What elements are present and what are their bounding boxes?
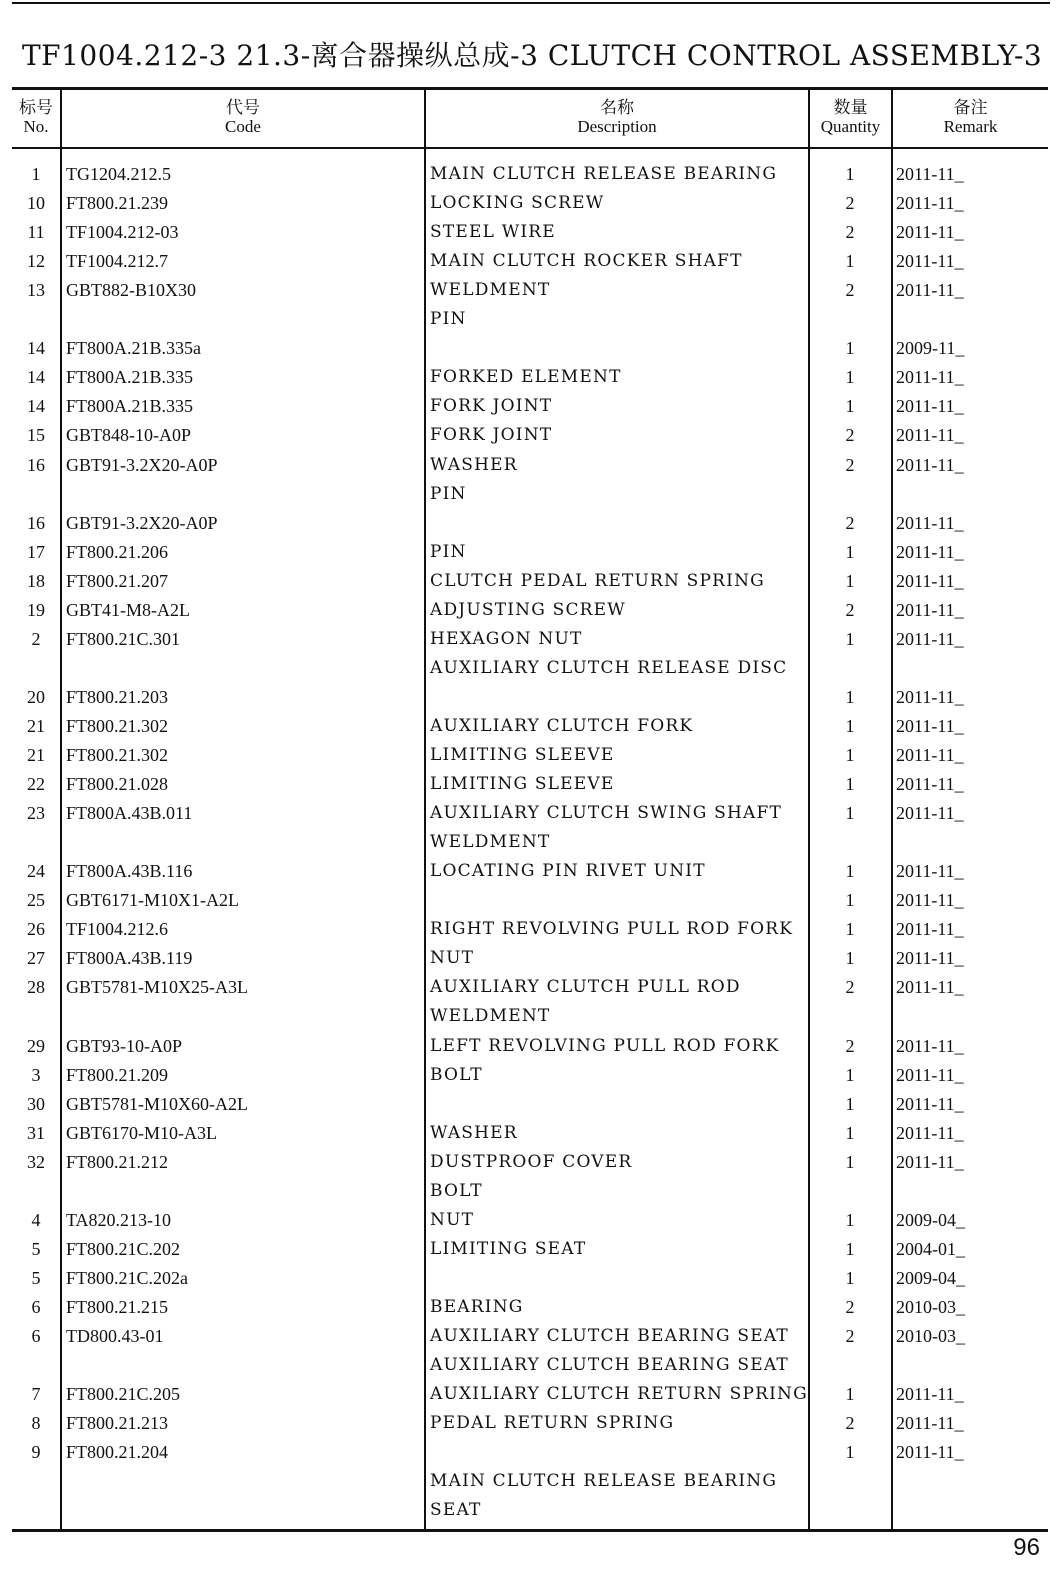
part-quantity: 2 bbox=[845, 1035, 855, 1056]
part-quantity: 2 bbox=[845, 425, 855, 446]
part-description: PIN bbox=[430, 309, 467, 330]
part-remark: 2011-11_ bbox=[896, 454, 964, 475]
table-row bbox=[0, 1351, 1062, 1380]
table-row bbox=[0, 886, 1062, 915]
table-row bbox=[0, 276, 1062, 305]
part-description: AUXILIARY CLUTCH BEARING SEAT bbox=[430, 1326, 789, 1346]
part-code: FT800.21.028 bbox=[66, 774, 169, 795]
part-description: AUXILIARY CLUTCH BEARING SEAT bbox=[430, 1355, 789, 1376]
part-quantity: 1 bbox=[845, 774, 855, 795]
part-remark: 2011-11_ bbox=[896, 977, 964, 998]
part-quantity: 1 bbox=[845, 686, 855, 707]
part-quantity: 1 bbox=[845, 1122, 855, 1143]
table-row bbox=[0, 334, 1062, 363]
part-quantity: 1 bbox=[845, 396, 855, 417]
header-code-en: Code bbox=[225, 117, 261, 136]
part-description: AUXILIARY CLUTCH PULL ROD bbox=[430, 977, 741, 998]
table-row bbox=[0, 1264, 1062, 1293]
part-quantity: 2 bbox=[845, 1296, 855, 1317]
row-number: 24 bbox=[27, 861, 45, 882]
part-description: BOLT bbox=[430, 1064, 483, 1085]
part-code: FT800.21.302 bbox=[66, 745, 169, 765]
part-quantity: 2 bbox=[845, 454, 855, 475]
part-description: MAIN CLUTCH RELEASE BEARING bbox=[430, 164, 778, 184]
part-code: GBT848-10-A0P bbox=[66, 425, 191, 446]
row-number: 5 bbox=[31, 1267, 41, 1288]
row-number: 21 bbox=[27, 745, 45, 765]
part-quantity: 1 bbox=[845, 861, 855, 882]
part-remark: 2011-11_ bbox=[896, 861, 964, 882]
part-remark: 2011-11_ bbox=[896, 599, 964, 620]
part-quantity: 1 bbox=[845, 570, 855, 591]
table-row bbox=[0, 1148, 1062, 1177]
part-description: WELDMENT bbox=[430, 1006, 551, 1027]
part-description: LEFT REVOLVING PULL ROD FORK bbox=[430, 1035, 780, 1056]
part-description: WASHER bbox=[430, 454, 518, 475]
table-row bbox=[0, 1177, 1062, 1206]
row-number: 21 bbox=[27, 715, 45, 736]
part-quantity: 1 bbox=[845, 919, 855, 940]
table-row bbox=[0, 857, 1062, 886]
row-number: 14 bbox=[27, 338, 45, 359]
part-remark: 2011-11_ bbox=[896, 251, 964, 272]
row-number: 20 bbox=[27, 686, 45, 707]
part-description: WELDMENT bbox=[430, 280, 551, 301]
part-remark: 2011-11_ bbox=[896, 745, 964, 765]
part-code: FT800A.21B.335a bbox=[66, 338, 201, 359]
table-row bbox=[0, 1409, 1062, 1438]
table-row bbox=[0, 1467, 1062, 1496]
table-row bbox=[0, 509, 1062, 538]
part-remark: 2011-11_ bbox=[896, 541, 964, 562]
part-description: LIMITING SEAT bbox=[430, 1238, 587, 1259]
part-description: LIMITING SLEEVE bbox=[430, 745, 615, 765]
table-row bbox=[0, 392, 1062, 421]
part-code: FT800.21.204 bbox=[66, 1442, 169, 1463]
part-description: STEEL WIRE bbox=[430, 222, 556, 243]
part-code: FT800.21C.202 bbox=[66, 1238, 181, 1259]
table-row bbox=[0, 1293, 1062, 1322]
part-quantity: 1 bbox=[845, 948, 855, 969]
part-description: HEXAGON NUT bbox=[430, 628, 583, 649]
header-code bbox=[62, 98, 424, 136]
part-quantity: 1 bbox=[845, 1064, 855, 1085]
table-row bbox=[0, 973, 1062, 1002]
row-number: 28 bbox=[27, 977, 45, 998]
part-description: PIN bbox=[430, 483, 467, 504]
table-row bbox=[0, 683, 1062, 712]
table-row bbox=[0, 1061, 1062, 1090]
part-quantity: 1 bbox=[845, 1267, 855, 1288]
part-remark: 2011-11_ bbox=[896, 280, 964, 301]
table-row bbox=[0, 1002, 1062, 1031]
part-code: TG1204.212.5 bbox=[66, 164, 171, 184]
row-number: 1 bbox=[31, 164, 41, 184]
row-number: 5 bbox=[31, 1238, 41, 1259]
part-remark: 2011-11_ bbox=[896, 193, 964, 214]
row-number: 25 bbox=[27, 890, 45, 911]
part-code: TF1004.212.6 bbox=[66, 919, 169, 940]
table-row bbox=[0, 1119, 1062, 1148]
part-description: SEAT bbox=[430, 1500, 482, 1521]
table-row bbox=[0, 1496, 1062, 1525]
row-number: 30 bbox=[27, 1093, 45, 1114]
part-quantity: 2 bbox=[845, 512, 855, 533]
part-quantity: 1 bbox=[845, 338, 855, 359]
part-remark: 2011-11_ bbox=[896, 774, 964, 795]
part-description: AUXILIARY CLUTCH RELEASE DISC bbox=[430, 657, 788, 678]
table-row bbox=[0, 741, 1062, 770]
part-code: GBT5781-M10X60-A2L bbox=[66, 1093, 248, 1114]
part-description: BEARING bbox=[430, 1296, 524, 1317]
part-remark: 2011-11_ bbox=[896, 1384, 964, 1405]
part-description: WELDMENT bbox=[430, 832, 551, 853]
row-number: 16 bbox=[27, 454, 45, 475]
header-rem-en: Remark bbox=[943, 117, 998, 136]
header-description bbox=[426, 98, 808, 136]
part-remark: 2011-11_ bbox=[896, 164, 964, 184]
part-remark: 2009-11_ bbox=[896, 338, 965, 359]
part-description: PEDAL RETURN SPRING bbox=[430, 1413, 675, 1434]
header-no-cn: 标号 bbox=[19, 98, 53, 117]
table-row bbox=[0, 1380, 1062, 1409]
part-code: GBT6171-M10X1-A2L bbox=[66, 890, 239, 911]
row-number: 18 bbox=[27, 570, 45, 591]
part-quantity: 1 bbox=[845, 890, 855, 911]
part-remark: 2011-11_ bbox=[896, 1064, 964, 1085]
row-number: 26 bbox=[27, 919, 45, 940]
part-quantity: 1 bbox=[845, 1209, 855, 1230]
part-code: FT800A.43B.119 bbox=[66, 948, 193, 969]
part-quantity: 1 bbox=[845, 628, 855, 649]
part-code: GBT91-3.2X20-A0P bbox=[66, 454, 218, 475]
part-remark: 2011-11_ bbox=[896, 919, 964, 940]
table-row bbox=[0, 1090, 1062, 1119]
part-description: FORK JOINT bbox=[430, 396, 553, 417]
table-row bbox=[0, 189, 1062, 218]
row-number: 11 bbox=[27, 222, 45, 243]
part-quantity: 1 bbox=[845, 803, 855, 824]
part-description: WASHER bbox=[430, 1122, 518, 1143]
table-row bbox=[0, 567, 1062, 596]
part-description: LOCKING SCREW bbox=[430, 193, 605, 214]
part-remark: 2011-11_ bbox=[896, 570, 964, 591]
row-number: 7 bbox=[31, 1384, 41, 1405]
part-remark: 2009-04_ bbox=[896, 1267, 965, 1288]
top-rule bbox=[12, 2, 1050, 4]
part-code: FT800.21.206 bbox=[66, 541, 169, 562]
part-description: MAIN CLUTCH ROCKER SHAFT bbox=[430, 251, 743, 272]
row-number: 22 bbox=[27, 774, 45, 795]
part-quantity: 2 bbox=[845, 1413, 855, 1434]
part-quantity: 1 bbox=[845, 745, 855, 765]
header-desc-en: Description bbox=[577, 117, 657, 136]
part-remark: 2011-11_ bbox=[896, 1442, 964, 1463]
row-number: 19 bbox=[27, 599, 45, 620]
part-remark: 2011-11_ bbox=[896, 1413, 964, 1434]
table-row bbox=[0, 305, 1062, 334]
header-rem-cn: 备注 bbox=[953, 98, 988, 117]
part-code: GBT41-M8-A2L bbox=[66, 599, 190, 620]
part-quantity: 1 bbox=[845, 541, 855, 562]
header-qty-cn: 数量 bbox=[833, 98, 868, 117]
row-number: 8 bbox=[31, 1413, 41, 1434]
part-code: FT800.21C.202a bbox=[66, 1267, 189, 1288]
page-title: TF1004.212-3 21.3-离合器操纵总成-3 CLUTCH CONTROL ASSEMBLY-3 bbox=[22, 39, 1043, 72]
part-quantity: 1 bbox=[845, 1384, 855, 1405]
part-description: FORK JOINT bbox=[430, 425, 553, 446]
part-code: FT800.21.212 bbox=[66, 1151, 169, 1172]
part-description: ADJUSTING SCREW bbox=[430, 599, 626, 620]
part-code: TF1004.212.7 bbox=[66, 251, 169, 272]
table-row bbox=[0, 654, 1062, 683]
part-description: LIMITING SLEEVE bbox=[430, 774, 615, 795]
table-row bbox=[0, 480, 1062, 509]
part-code: FT800.21.203 bbox=[66, 686, 169, 707]
part-remark: 2011-11_ bbox=[896, 715, 964, 736]
part-remark: 2011-11_ bbox=[896, 1122, 964, 1143]
page-number: 96 bbox=[1013, 1534, 1040, 1561]
part-quantity: 1 bbox=[845, 251, 855, 272]
part-quantity: 1 bbox=[845, 715, 855, 736]
header-remark bbox=[893, 98, 1048, 136]
table-row bbox=[0, 538, 1062, 567]
table-row bbox=[0, 160, 1062, 189]
table-row bbox=[0, 1235, 1062, 1264]
part-remark: 2010-03_ bbox=[896, 1326, 965, 1346]
row-number: 12 bbox=[27, 251, 45, 272]
part-remark: 2011-11_ bbox=[896, 1035, 964, 1056]
part-code: GBT6170-M10-A3L bbox=[66, 1122, 217, 1143]
part-remark: 2011-11_ bbox=[896, 512, 964, 533]
part-quantity: 2 bbox=[845, 193, 855, 214]
part-description: FORKED ELEMENT bbox=[430, 367, 622, 388]
part-quantity: 1 bbox=[845, 1151, 855, 1172]
part-remark: 2011-11_ bbox=[896, 425, 964, 446]
part-code: FT800A.43B.011 bbox=[66, 803, 193, 824]
row-number: 23 bbox=[27, 803, 45, 824]
part-description: MAIN CLUTCH RELEASE BEARING bbox=[430, 1471, 778, 1492]
row-number: 31 bbox=[27, 1122, 45, 1143]
part-description: CLUTCH PEDAL RETURN SPRING bbox=[430, 570, 765, 591]
part-code: FT800.21.302 bbox=[66, 715, 169, 736]
part-code: FT800A.21B.335 bbox=[66, 367, 194, 388]
part-quantity: 2 bbox=[845, 222, 855, 243]
row-number: 14 bbox=[27, 396, 45, 417]
part-code: GBT5781-M10X25-A3L bbox=[66, 977, 248, 998]
part-remark: 2010-03_ bbox=[896, 1296, 965, 1317]
part-quantity: 1 bbox=[845, 1093, 855, 1114]
table-row bbox=[0, 247, 1062, 276]
part-remark: 2011-11_ bbox=[896, 628, 964, 649]
part-description: PIN bbox=[430, 541, 467, 562]
part-remark: 2011-11_ bbox=[896, 890, 964, 911]
part-code: FT800.21.239 bbox=[66, 193, 169, 214]
part-remark: 2011-11_ bbox=[896, 1093, 964, 1114]
part-code: FT800A.21B.335 bbox=[66, 396, 194, 417]
header-desc-cn: 名称 bbox=[600, 98, 634, 117]
table-row bbox=[0, 799, 1062, 828]
part-quantity: 1 bbox=[845, 367, 855, 388]
part-remark: 2004-01_ bbox=[896, 1238, 965, 1259]
part-code: FT800.21.213 bbox=[66, 1413, 169, 1434]
table-row bbox=[0, 915, 1062, 944]
part-remark: 2011-11_ bbox=[896, 1151, 964, 1172]
table-row bbox=[0, 712, 1062, 741]
part-description: RIGHT REVOLVING PULL ROD FORK bbox=[430, 919, 794, 940]
row-number: 6 bbox=[31, 1296, 41, 1317]
row-number: 6 bbox=[31, 1326, 41, 1346]
part-code: FT800A.43B.116 bbox=[66, 861, 193, 882]
part-description: BOLT bbox=[430, 1180, 483, 1201]
header-no-en: No. bbox=[23, 117, 49, 136]
part-code: FT800.21.209 bbox=[66, 1064, 169, 1085]
row-number: 15 bbox=[27, 425, 45, 446]
row-number: 2 bbox=[31, 628, 41, 649]
row-number: 32 bbox=[27, 1151, 45, 1172]
part-code: FT800.21.215 bbox=[66, 1296, 169, 1317]
part-quantity: 2 bbox=[845, 1326, 855, 1346]
part-code: TD800.43-01 bbox=[66, 1326, 164, 1346]
row-number: 17 bbox=[27, 541, 45, 562]
row-number: 13 bbox=[27, 280, 45, 301]
table-row bbox=[0, 1032, 1062, 1061]
header-quantity bbox=[810, 98, 891, 136]
part-remark: 2011-11_ bbox=[896, 803, 964, 824]
table-row bbox=[0, 1206, 1062, 1235]
table-row bbox=[0, 218, 1062, 247]
part-remark: 2011-11_ bbox=[896, 948, 964, 969]
part-quantity: 2 bbox=[845, 280, 855, 301]
part-description: NUT bbox=[430, 948, 475, 969]
part-code: GBT882-B10X30 bbox=[66, 280, 196, 301]
table-row bbox=[0, 451, 1062, 480]
part-code: GBT91-3.2X20-A0P bbox=[66, 512, 218, 533]
row-number: 9 bbox=[31, 1442, 41, 1463]
part-quantity: 2 bbox=[845, 977, 855, 998]
part-code: TF1004.212-03 bbox=[66, 222, 179, 243]
header-qty-en: Quantity bbox=[820, 117, 881, 136]
row-number: 27 bbox=[27, 948, 45, 969]
part-code: FT800.21C.205 bbox=[66, 1384, 181, 1405]
part-remark: 2011-11_ bbox=[896, 222, 964, 243]
table-row bbox=[0, 421, 1062, 450]
table-row bbox=[0, 770, 1062, 799]
header-no bbox=[12, 98, 60, 136]
part-quantity: 1 bbox=[845, 164, 855, 184]
part-code: TA820.213-10 bbox=[66, 1209, 172, 1230]
part-description: AUXILIARY CLUTCH RETURN SPRING bbox=[430, 1384, 808, 1405]
part-code: FT800.21C.301 bbox=[66, 628, 181, 649]
part-quantity: 1 bbox=[845, 1442, 855, 1463]
part-remark: 2009-04_ bbox=[896, 1209, 965, 1230]
table-row bbox=[0, 363, 1062, 392]
part-remark: 2011-11_ bbox=[896, 686, 964, 707]
part-quantity: 2 bbox=[845, 599, 855, 620]
table-row bbox=[0, 828, 1062, 857]
row-number: 4 bbox=[31, 1209, 41, 1230]
part-description: LOCATING PIN RIVET UNIT bbox=[430, 861, 706, 882]
table-row bbox=[0, 1322, 1062, 1351]
part-code: FT800.21.207 bbox=[66, 570, 169, 591]
row-number: 3 bbox=[31, 1064, 41, 1085]
part-quantity: 1 bbox=[845, 1238, 855, 1259]
table-row bbox=[0, 625, 1062, 654]
row-number: 14 bbox=[27, 367, 45, 388]
part-description: AUXILIARY CLUTCH SWING SHAFT bbox=[430, 803, 783, 824]
part-description: NUT bbox=[430, 1209, 475, 1230]
table-row bbox=[0, 944, 1062, 973]
part-remark: 2011-11_ bbox=[896, 367, 964, 388]
row-number: 29 bbox=[27, 1035, 45, 1056]
row-number: 16 bbox=[27, 512, 45, 533]
part-description: AUXILIARY CLUTCH FORK bbox=[430, 715, 694, 736]
part-code: GBT93-10-A0P bbox=[66, 1035, 182, 1056]
table-row bbox=[0, 1438, 1062, 1467]
part-remark: 2011-11_ bbox=[896, 396, 964, 417]
table-row bbox=[0, 596, 1062, 625]
row-number: 10 bbox=[27, 193, 45, 214]
header-code-cn: 代号 bbox=[226, 98, 260, 117]
part-description: DUSTPROOF COVER bbox=[430, 1151, 633, 1172]
